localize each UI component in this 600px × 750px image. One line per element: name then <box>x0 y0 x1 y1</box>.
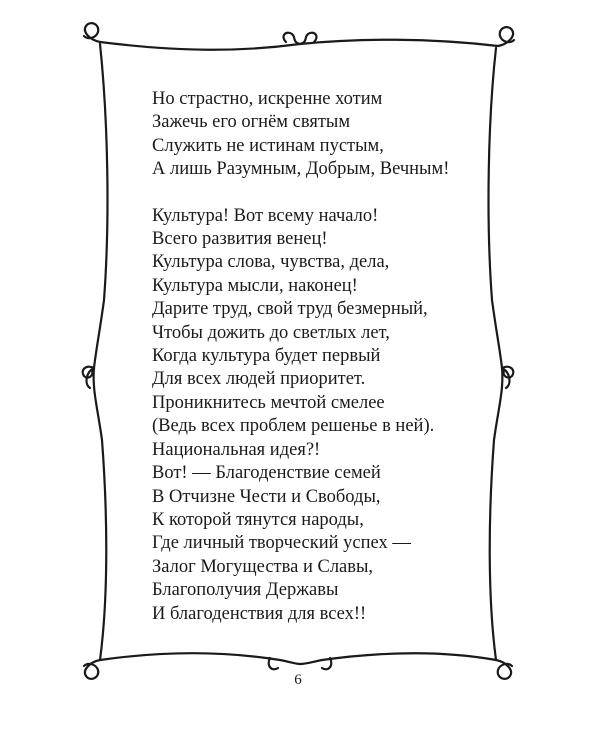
poem-line: Национальная идея?! <box>152 439 321 460</box>
poem-line: Для всех людей приоритет. <box>152 369 366 390</box>
frame-top-right-curl <box>498 27 514 46</box>
poem-line: Вот! — Благоденствие семей <box>152 463 381 484</box>
poem-line: Благополучия Державы <box>152 580 339 601</box>
page-number: 6 <box>294 672 302 688</box>
frame-top-left-curl <box>84 23 100 42</box>
poem-stanza-2 <box>152 205 482 626</box>
poem-text <box>152 88 482 626</box>
poem-line: Всего развития венец! <box>152 229 328 250</box>
poem-line: И благоденствия для всех!! <box>152 603 367 624</box>
poem-line: Культура слова, чувства, дела, <box>152 252 390 273</box>
poem-line: Служить не истинам пустым, <box>152 135 384 156</box>
frame-left-middle-ornament <box>83 367 94 388</box>
poem-line: (Ведь всех проблем решенье в ней). <box>152 416 435 437</box>
poem-line: Залог Могущества и Славы, <box>152 556 374 577</box>
poem-line: Культура мысли, наконец! <box>152 275 358 296</box>
poem-line: Когда культура будет первый <box>152 346 381 367</box>
poem-line: Культура! Вот всему начало! <box>152 205 379 226</box>
poem-line: Но страстно, искренне хотим <box>152 89 383 109</box>
poem-line: Зажечь его огнём святым <box>152 112 351 133</box>
poem-line: В Отчизне Чести и Свободы, <box>152 486 381 507</box>
poem-line: Проникнитесь мечтой смелее <box>152 392 385 413</box>
frame-left-edge <box>94 44 108 660</box>
poem-line: Чтобы дожить до светлых лет, <box>152 322 390 343</box>
poem-line: А лишь Разумным, Добрым, Вечным! <box>152 159 450 180</box>
frame-bottom-edge <box>100 653 496 664</box>
poem-line: Где личный творческий успех — <box>152 533 411 554</box>
frame-right-edge <box>489 48 503 660</box>
poem-line: Дарите труд, свой труд безмерный, <box>152 299 428 320</box>
poem-line: К которой тянутся народы, <box>152 509 364 530</box>
frame-right-middle-ornament <box>502 367 513 388</box>
poem-stanza-1 <box>152 88 482 182</box>
